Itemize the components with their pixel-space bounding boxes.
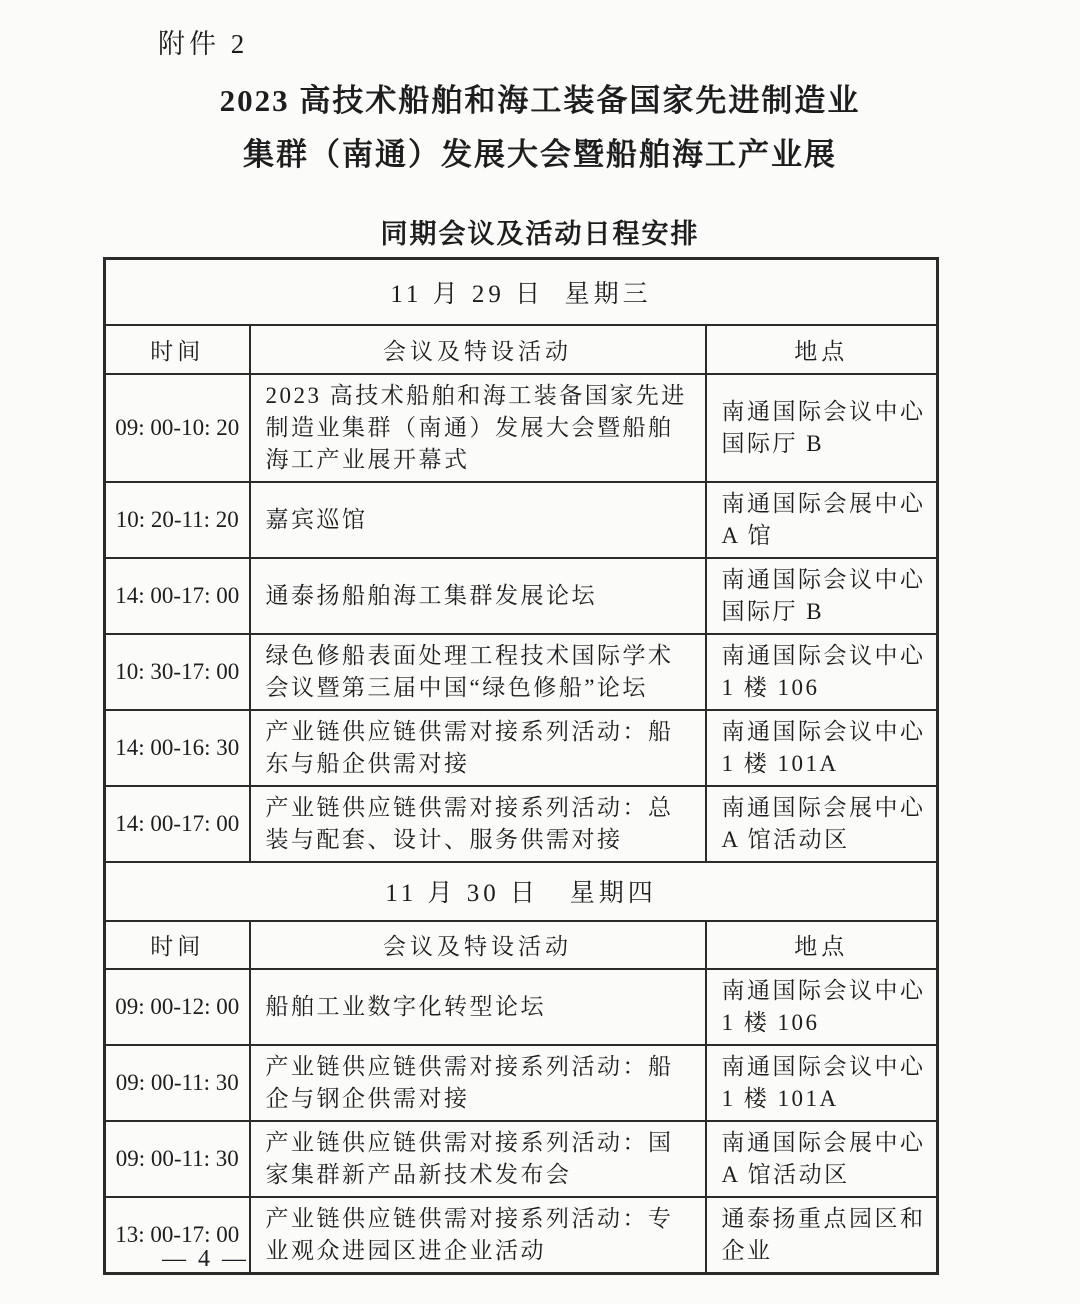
document-title-line-2: 集群（南通）发展大会暨船舶海工产业展 [243, 137, 837, 172]
schedule-subtitle: 同期会议及活动日程安排 [380, 219, 700, 249]
column-header-location: 地点 [706, 325, 938, 374]
location-cell: 南通国际会议中心 1 楼 101A [706, 710, 938, 786]
schedule-table [103, 257, 939, 1275]
location-cell: 南通国际会议中心 1 楼 106 [706, 634, 938, 710]
document-title [0, 74, 1080, 182]
table-row [105, 1045, 938, 1121]
table-row [105, 710, 938, 786]
table-row [105, 786, 938, 862]
column-header-row [105, 325, 938, 374]
time-cell: 09: 00-11: 30 [105, 1045, 250, 1121]
page-number: — 4 — [162, 1246, 249, 1272]
table-row [105, 1121, 938, 1197]
location-cell: 南通国际会展中心 A 馆 [706, 482, 938, 558]
event-cell: 绿色修船表面处理工程技术国际学术会议暨第三届中国“绿色修船”论坛 [250, 634, 706, 710]
time-cell: 14: 00-17: 00 [105, 558, 250, 634]
column-header-location: 地点 [706, 921, 938, 969]
location-cell: 通泰扬重点园区和企业 [706, 1197, 938, 1274]
location-cell: 南通国际会展中心 A 馆活动区 [706, 1121, 938, 1197]
time-cell: 14: 00-16: 30 [105, 710, 250, 786]
location-cell: 南通国际会展中心 A 馆活动区 [706, 786, 938, 862]
event-cell: 嘉宾巡馆 [250, 482, 706, 558]
event-cell: 2023 高技术船舶和海工装备国家先进制造业集群（南通）发展大会暨船舶海工产业展开幕式 [250, 374, 706, 482]
location-cell: 南通国际会议中心 1 楼 106 [706, 969, 938, 1045]
location-cell: 南通国际会议中心国际厅 B [706, 558, 938, 634]
day-header-row [105, 259, 938, 325]
event-cell: 通泰扬船舶海工集群发展论坛 [250, 558, 706, 634]
table-row [105, 634, 938, 710]
event-cell: 产业链供应链供需对接系列活动：专业观众进园区进企业活动 [250, 1197, 706, 1274]
day-header-nov30: 11 月 30 日 星期四 [105, 862, 938, 921]
attachment-label: 附件 2 [158, 29, 249, 59]
day-header-nov29: 11 月 29 日 星期三 [105, 259, 938, 325]
time-cell: 09: 00-11: 30 [105, 1121, 250, 1197]
time-cell: 10: 20-11: 20 [105, 482, 250, 558]
column-header-time: 时间 [105, 921, 250, 969]
location-cell: 南通国际会议中心 1 楼 101A [706, 1045, 938, 1121]
table-row [105, 482, 938, 558]
event-cell: 产业链供应链供需对接系列活动：总装与配套、设计、服务供需对接 [250, 786, 706, 862]
day-header-row [105, 862, 938, 921]
table-row [105, 969, 938, 1045]
event-cell: 产业链供应链供需对接系列活动：国家集群新产品新技术发布会 [250, 1121, 706, 1197]
column-header-event: 会议及特设活动 [250, 921, 706, 969]
table-row [105, 558, 938, 634]
time-cell: 09: 00-12: 00 [105, 969, 250, 1045]
column-header-event: 会议及特设活动 [250, 325, 706, 374]
event-cell: 船舶工业数字化转型论坛 [250, 969, 706, 1045]
document-title-line-1: 2023 高技术船舶和海工装备国家先进制造业 [219, 83, 861, 118]
time-cell: 13: 00-17: 00 [105, 1197, 250, 1274]
event-cell: 产业链供应链供需对接系列活动：船企与钢企供需对接 [250, 1045, 706, 1121]
event-cell: 产业链供应链供需对接系列活动：船东与船企供需对接 [250, 710, 706, 786]
time-cell: 14: 00-17: 00 [105, 786, 250, 862]
table-row [105, 374, 938, 482]
location-cell: 南通国际会议中心国际厅 B [706, 374, 938, 482]
time-cell: 10: 30-17: 00 [105, 634, 250, 710]
time-cell: 09: 00-10: 20 [105, 374, 250, 482]
column-header-row [105, 921, 938, 969]
column-header-time: 时间 [105, 325, 250, 374]
